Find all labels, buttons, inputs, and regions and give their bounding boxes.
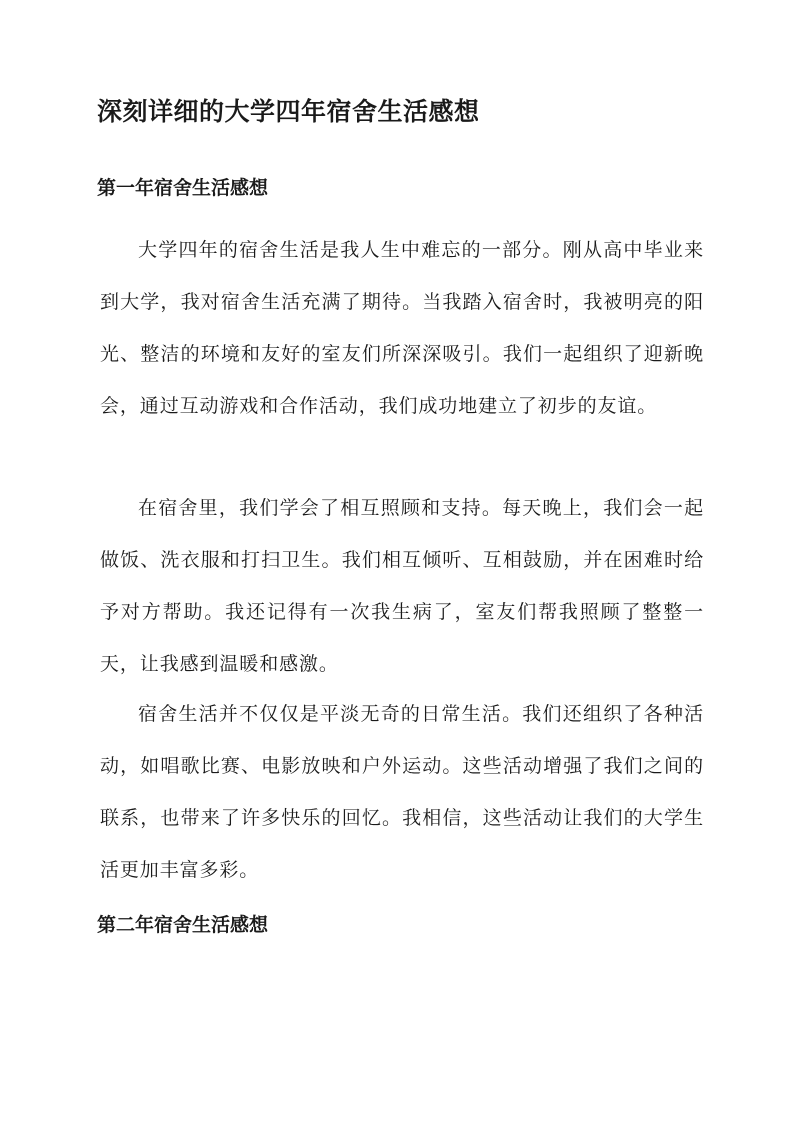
paragraph-2: 在宿舍里，我们学会了相互照顾和支持。每天晚上，我们会一起做饭、洗衣服和打扫卫生。我们相互倾听、互相鼓励，并在困难时给予对方帮助。我还记得有一次我生病了，室友们帮我照顾了整整一天，让我感到温暖和感激。	[100, 497, 704, 675]
section-heading-year-2: 第二年宿舍生活感想	[97, 914, 269, 936]
paragraph-3: 宿舍生活并不仅仅是平淡无奇的日常生活。我们还组织了各种活动，如唱歌比赛、电影放映和户外运动。这些活动增强了我们之间的联系，也带来了许多快乐的回忆。我相信，这些活动让我们的大学生活更加丰富多彩。	[100, 703, 704, 881]
section-heading-year-1: 第一年宿舍生活感想	[97, 177, 269, 199]
paragraph-1: 大学四年的宿舍生活是我人生中难忘的一部分。刚从高中毕业来到大学，我对宿舍生活充满了期待。当我踏入宿舍时，我被明亮的阳光、整洁的环境和友好的室友们所深深吸引。我们一起组织了迎新晚会，通过互动游戏和合作活动，我们成功地建立了初步的友谊。	[100, 239, 704, 417]
page-title: 深刻详细的大学四年宿舍生活感想	[97, 97, 480, 126]
